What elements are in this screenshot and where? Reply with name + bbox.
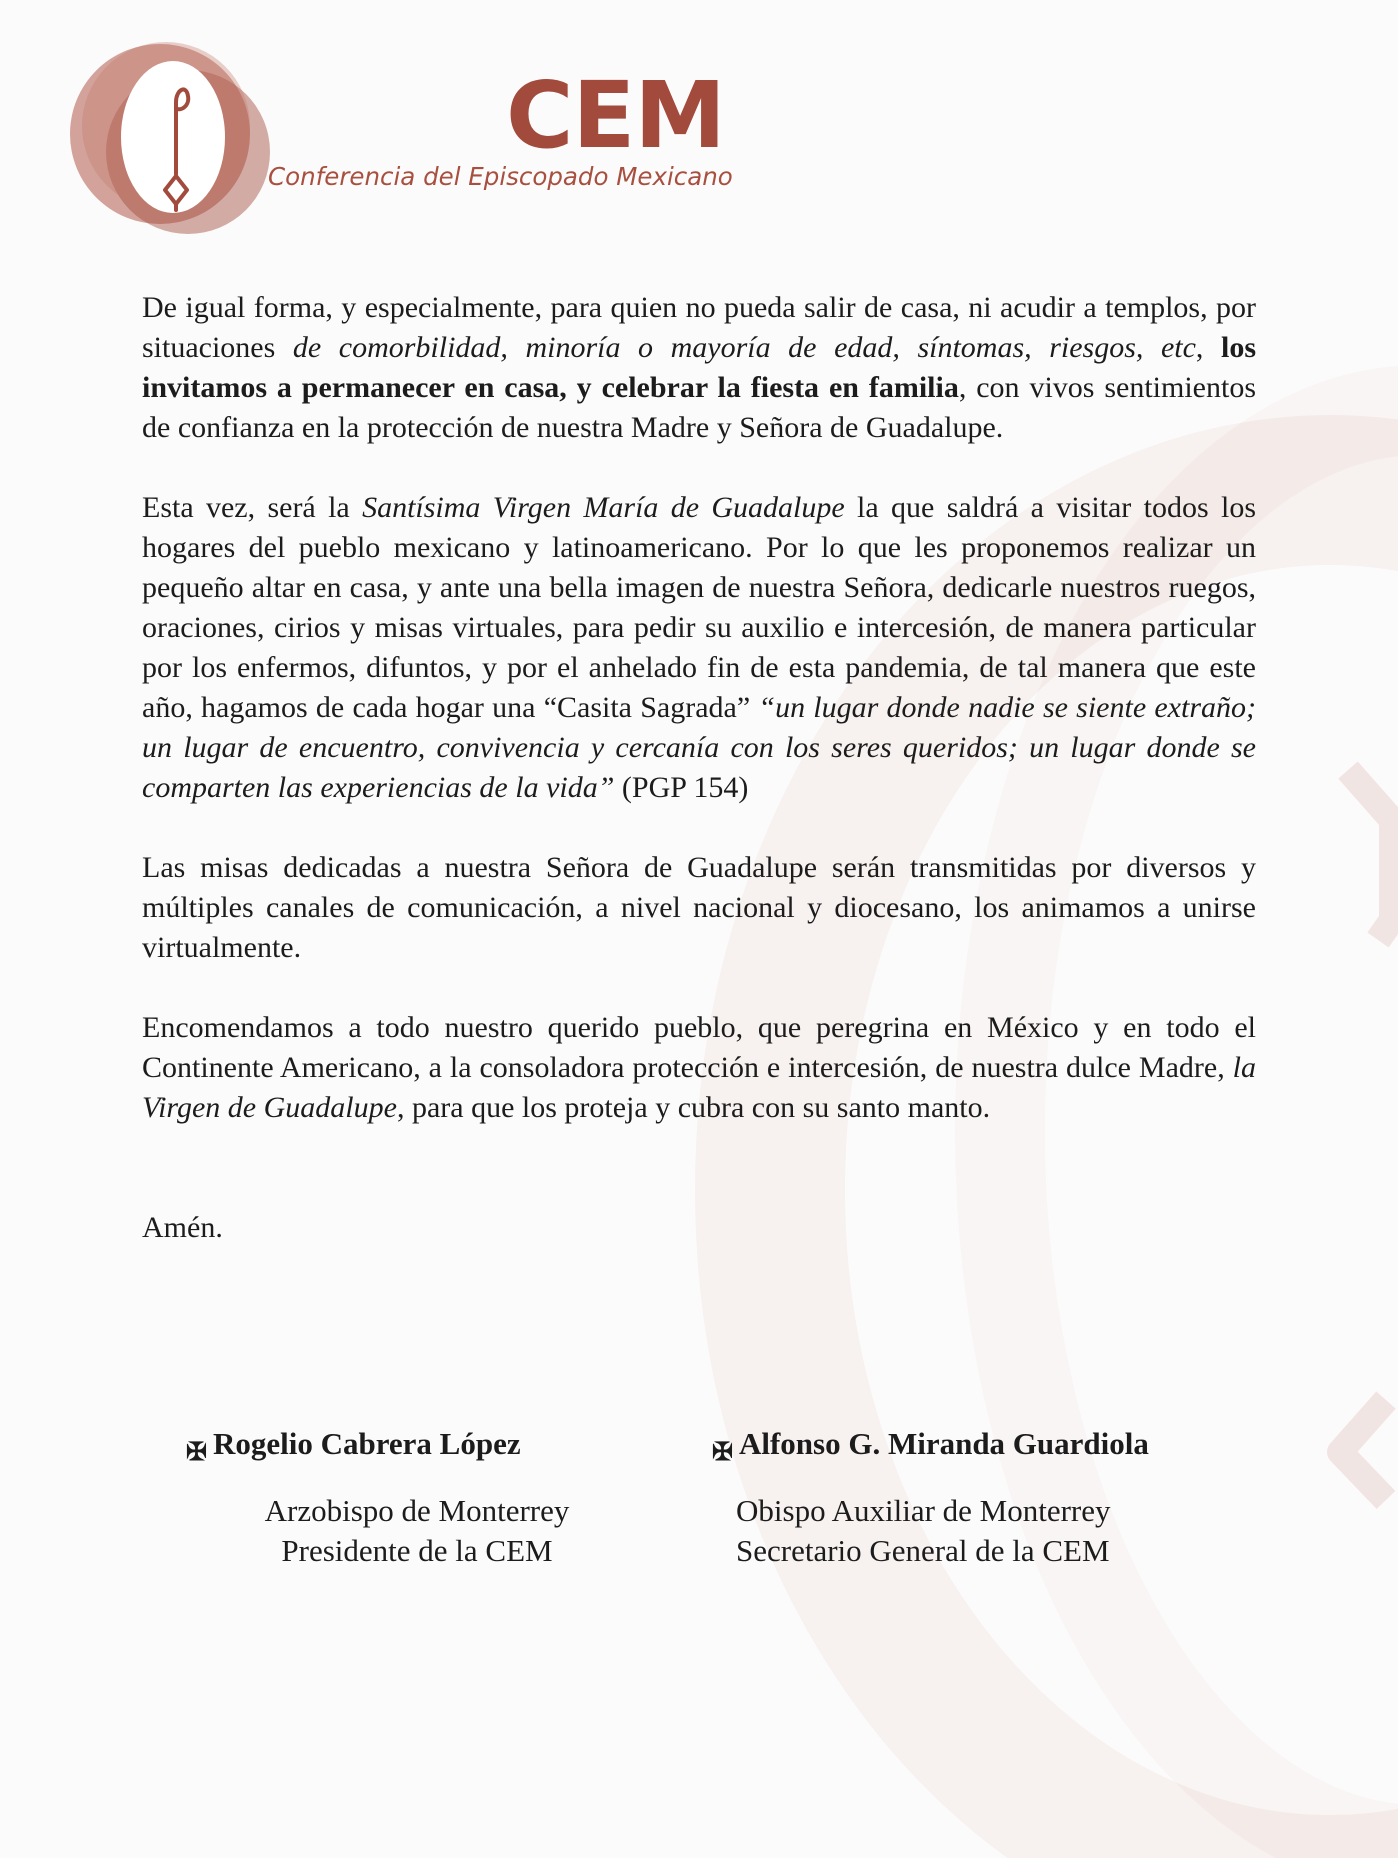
signatory-name: ✠ Alfonso G. Miranda Guardiola (712, 1426, 1149, 1466)
org-name: Conferencia del Episcopado Mexicano (268, 162, 733, 191)
org-acronym: CEM (506, 62, 725, 169)
paragraph-entrustment: Encomendamos a todo nuestro querido pueblo, que peregrina en México y en todo el Continente Americano, a la consoladora protección e intercesión, de nuestra dulce Madre, la Virgen de Guadalupe, para que los proteja y cubra con su santo manto. (142, 1011, 1256, 1124)
cem-crozier-emblem-icon (68, 34, 278, 240)
paragraph-virtual-masses: Las misas dedicadas a nuestra Señora de Guadalupe serán transmitidas por diversos y múltiples canales de comunicación, a nivel nacional y diocesano, los animamos a unirse virtualmente. (142, 851, 1256, 964)
maltese-cross-icon: ✠ (712, 1439, 733, 1466)
signature-block-president (186, 1426, 618, 1571)
paragraph-home-altar: Esta vez, será la Santísima Virgen María de Guadalupe la que saldrá a visitar todos los hogares del pueblo mexicano y latinoamericano. Por lo que les proponemos realizar un pequeño altar en casa, y ante una bella imagen de nuestra Señora, dedicarle nuestros ruegos, oraciones, cirios y misas virtuales, para pedir su auxilio e intercesión, de manera particular por los enfermos, difuntos, y por el anhelado fin de esta pandemia, de tal manera que este año, hagamos de cada hogar una “Casita Sagrada” “un lugar donde nadie se siente extraño; un lugar de encuentro, convivencia y cercanía con los seres queridos; un lugar donde se comparten las experiencias de la vida” (PGP 154) (142, 491, 1257, 804)
signatory-name: ✠ Rogelio Cabrera López (186, 1426, 521, 1466)
letter-body (142, 288, 1256, 1288)
signature-block-secretary (712, 1426, 1212, 1571)
signatory-roles: Arzobispo de Monterrey Presidente de la CEM (264, 1493, 570, 1568)
signatory-roles: Obispo Auxiliar de Monterrey Secretario General de la CEM (736, 1493, 1111, 1568)
paragraph-home-celebration: De igual forma, y especialmente, para quien no pueda salir de casa, ni acudir a templos, por situaciones de comorbilidad, minoría o mayoría de edad, síntomas, riesgos, etc, los invitamos a permanecer en casa, y celebrar la fiesta en familia, con vivos sentimientos de confianza en la protección de nuestra Madre y Señora de Guadalupe. (142, 291, 1257, 444)
closing-amen: Amén. (142, 1211, 223, 1244)
maltese-cross-icon: ✠ (186, 1439, 207, 1466)
